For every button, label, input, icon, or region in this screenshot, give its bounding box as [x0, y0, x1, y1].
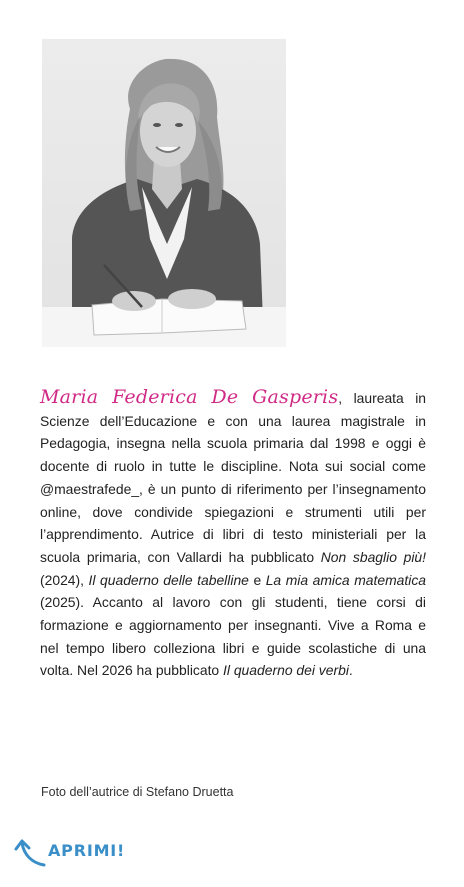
biography-segment: e — [248, 571, 266, 588]
biography-segment: . — [348, 662, 353, 679]
book-title: Non sbaglio più! — [320, 548, 426, 565]
book-title: Il quaderno delle tabelline — [88, 571, 249, 588]
book-title: Il quaderno dei verbi — [223, 662, 349, 679]
author-biography — [40, 386, 426, 682]
photo-credit: Foto dell’autrice di Stefano Druetta — [41, 785, 234, 799]
biography-segment: , laureata in Scienze dell’Educazione e con una laurea magistrale in Pedagogia, insegna nella scuola primaria dal 1998 e oggi è docente di ruolo in tutte le discipline. Nota sui social come @maestrafede_, è un punto di riferimento per l’insegnamento online, dove condivide spiegazioni e strumenti utili per l’apprendimento. Autrice di libri di testo ministeriali per la scuola primaria, con Vallardi ha pubblicato — [40, 390, 427, 565]
biography-segment: (2025). Accanto al lavoro con gli studenti, tiene corsi di formazione e aggiornamento per insegnanti. Vive a Roma e nel tempo libero colleziona libri e guide scolastiche di una volta. Nel 2026 ha pubblicato — [40, 594, 426, 679]
author-photo — [42, 39, 286, 347]
aprimi-label: APRIMI! — [48, 841, 126, 860]
portrait-illustration — [42, 39, 286, 347]
biography-text — [40, 390, 426, 678]
book-title: La mia amica matematica — [265, 571, 426, 588]
aprimi-button[interactable] — [14, 833, 134, 873]
author-name: Maria Federica De Gasperis — [40, 386, 339, 408]
biography-segment: (2024), — [40, 571, 89, 588]
